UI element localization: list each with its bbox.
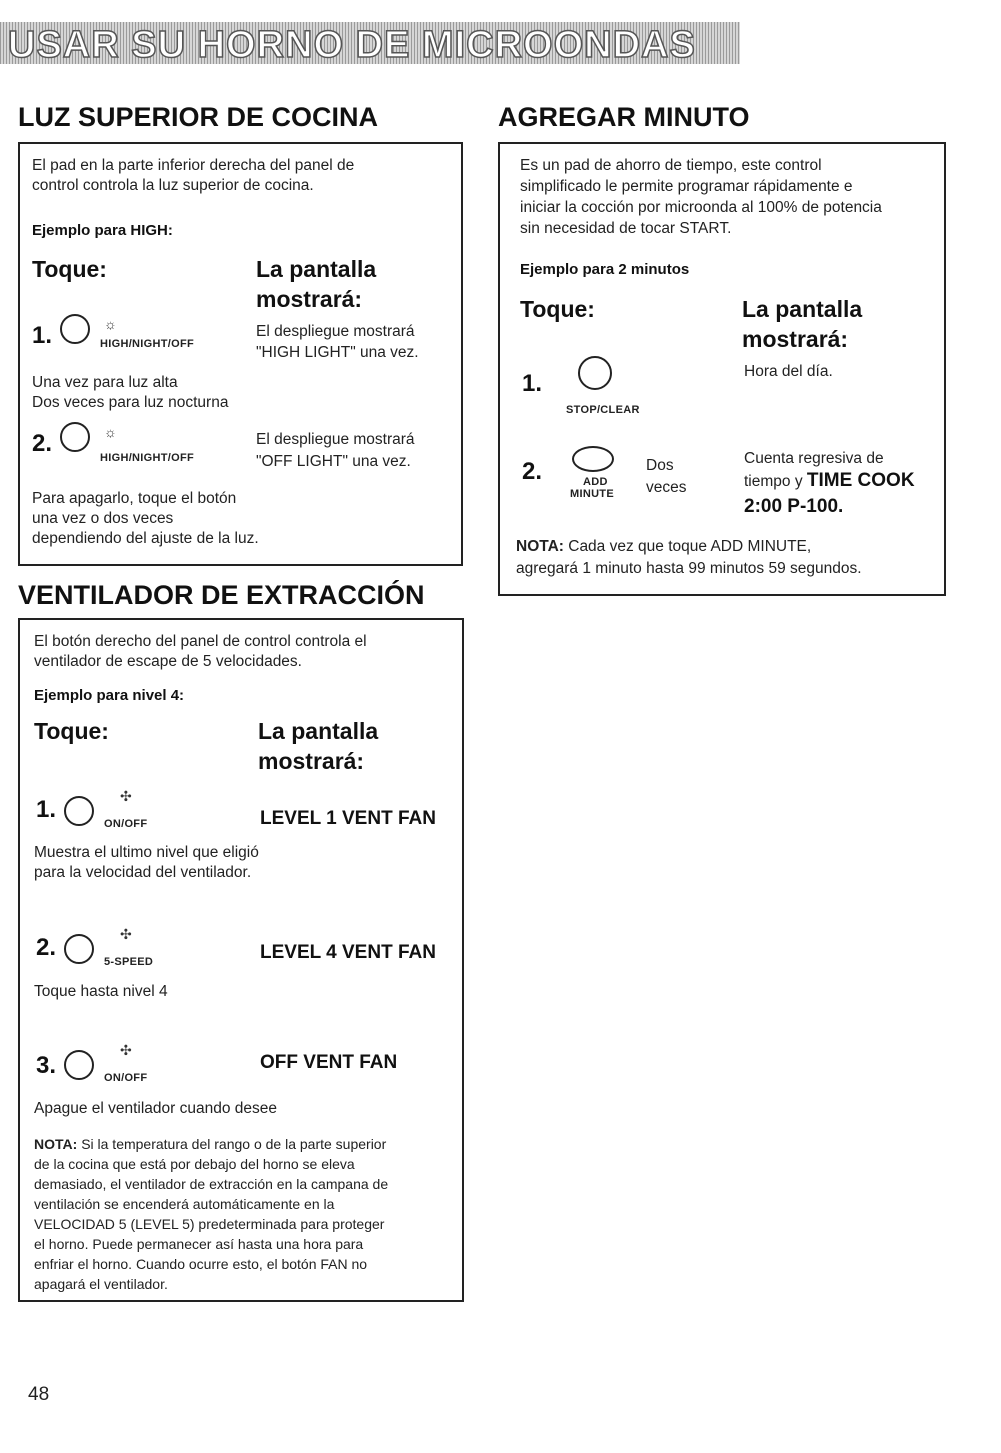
vent-intro-2: ventilador de escape de 5 velocidades. <box>34 653 302 670</box>
minuto-note-label: NOTA: <box>516 538 564 555</box>
luz-step2-number: 2. <box>32 430 53 457</box>
luz-light-pad-2[interactable] <box>60 422 90 452</box>
luz-intro-2: control controla la luz superior de cocina. <box>32 177 314 194</box>
vent-step3-result: OFF VENT FAN <box>260 1052 398 1073</box>
vent-fan-pad-1[interactable] <box>64 796 94 826</box>
vent-intro-1: El botón derecho del panel de control controla el <box>34 633 367 650</box>
luz-display-heading-1: La pantalla <box>256 256 377 282</box>
vent-step3-number: 3. <box>36 1052 57 1079</box>
vent-step2-key: 5-SPEED <box>104 956 154 968</box>
vent-step1-number: 1. <box>36 796 57 823</box>
vent-step3-key: ON/OFF <box>104 1072 148 1084</box>
light-icon: ☼ <box>104 316 117 332</box>
vent-step1-key: ON/OFF <box>104 818 148 830</box>
luz-title: LUZ SUPERIOR DE COCINA <box>18 102 379 132</box>
vent-display-heading-1: La pantalla <box>258 718 379 744</box>
minuto-note-2: agregará 1 minuto hasta 99 minutos 59 segundos. <box>516 560 862 577</box>
minuto-intro-2: simplificado le permite programar rápidamente e <box>520 178 853 195</box>
luz-touch-heading: Toque: <box>32 256 107 282</box>
vent-fan-pad-2[interactable] <box>64 934 94 964</box>
luz-footer-1: Para apagarlo, toque el botón <box>32 490 237 507</box>
vent-note <box>34 1134 454 1294</box>
vent-note-4: ventilación se encenderá automáticamente en la <box>34 1196 335 1212</box>
vent-step2-result: LEVEL 4 VENT FAN <box>260 942 436 963</box>
fan-icon: ✣ <box>120 1042 132 1058</box>
vent-note-7: enfriar el horno. Cuando ocurre esto, el botón FAN no <box>34 1256 368 1272</box>
minuto-intro-3: iniciar la cocción por microonda al 100% de potencia <box>520 199 882 216</box>
minuto-note-line-1 <box>516 537 811 557</box>
minuto-display-heading-2: mostrará: <box>742 326 849 352</box>
luz-step1-result-2: "HIGH LIGHT" una vez. <box>256 344 419 361</box>
minuto-step2-number: 2. <box>522 458 543 485</box>
vent-note-label: NOTA: <box>34 1136 78 1152</box>
minuto-step2-result-2-pre: tiempo y <box>744 473 807 490</box>
light-icon: ☼ <box>104 424 117 440</box>
vent-step2-desc: Toque hasta nivel 4 <box>34 983 168 1000</box>
vent-note-3: demasiado, el ventilador de extracción en la campana de <box>34 1176 389 1192</box>
minuto-step1-result: Hora del día. <box>744 363 833 380</box>
minuto-step2-result-1: Cuenta regresiva de <box>744 450 884 467</box>
add-minute-pad[interactable] <box>572 446 614 472</box>
minuto-step2-result-2 <box>744 470 915 492</box>
vent-fan-pad-3[interactable] <box>64 1050 94 1080</box>
vent-note-6: el horno. Puede permanecer así hasta una hora para <box>34 1236 364 1252</box>
page-number: 48 <box>28 1384 50 1405</box>
luz-step2-result-2: "OFF LIGHT" una vez. <box>256 453 411 470</box>
minuto-title: AGREGAR MINUTO <box>498 102 750 132</box>
vent-note-5: VELOCIDAD 5 (LEVEL 5) predeterminada para proteger <box>34 1216 385 1232</box>
vent-display-heading-2: mostrará: <box>258 748 365 774</box>
luz-footer-2: una vez o dos veces <box>32 510 174 527</box>
minuto-step2-result-3: 2:00 P-100. <box>744 496 844 517</box>
vent-note-2: de la cocina que está por debajo del horno se eleva <box>34 1156 355 1172</box>
vent-step3-desc: Apague el ventilador cuando desee <box>34 1100 278 1117</box>
luz-footer-3: dependiendo del ajuste de la luz. <box>32 530 259 547</box>
minuto-step2-result-2-bold: TIME COOK <box>806 470 915 491</box>
luz-step2-result-1: El despliegue mostrará <box>256 431 415 448</box>
luz-between-2: Dos veces para luz nocturna <box>32 394 229 411</box>
minuto-step2-key-top: ADD <box>583 476 608 488</box>
vent-note-8: apagará el ventilador. <box>34 1276 168 1292</box>
vent-step1-result: LEVEL 1 VENT FAN <box>260 808 436 829</box>
minuto-step2-key-bottom: MINUTE <box>570 488 614 500</box>
fan-icon: ✣ <box>120 788 132 804</box>
luz-between-1: Una vez para luz alta <box>32 374 178 391</box>
minuto-touch-heading: Toque: <box>520 296 595 322</box>
banner-title: USAR SU HORNO DE MICROONDAS <box>8 24 696 66</box>
luz-display-heading-2: mostrará: <box>256 286 363 312</box>
minuto-step1-key: STOP/CLEAR <box>566 404 640 416</box>
minuto-step2-times-1: Dos <box>646 457 674 474</box>
minuto-intro-4: sin necesidad de tocar START. <box>520 220 732 237</box>
fan-icon: ✣ <box>120 926 132 942</box>
vent-touch-heading: Toque: <box>34 718 109 744</box>
vent-note-1: Si la temperatura del rango o de la parte superior <box>81 1136 387 1152</box>
vent-example: Ejemplo para nivel 4: <box>34 687 185 704</box>
luz-light-pad-1[interactable] <box>60 314 90 344</box>
luz-intro-1: El pad en la parte inferior derecha del panel de <box>32 157 355 174</box>
minuto-intro-1: Es un pad de ahorro de tiempo, este control <box>520 157 822 174</box>
luz-step2-key: HIGH/NIGHT/OFF <box>100 452 195 464</box>
vent-step1-desc-2: para la velocidad del ventilador. <box>34 864 252 881</box>
minuto-example: Ejemplo para 2 minutos <box>520 261 690 278</box>
minuto-step2-times-2: veces <box>646 479 687 496</box>
vent-step2-number: 2. <box>36 934 57 961</box>
minuto-step1-number: 1. <box>522 370 543 397</box>
luz-step1-result-1: El despliegue mostrará <box>256 323 415 340</box>
luz-step1-key: HIGH/NIGHT/OFF <box>100 338 195 350</box>
vent-title: VENTILADOR DE EXTRACCIÓN <box>18 580 425 610</box>
minuto-note-1: Cada vez que toque ADD MINUTE, <box>563 538 812 555</box>
luz-example: Ejemplo para HIGH: <box>32 222 173 239</box>
luz-step1-number: 1. <box>32 322 53 349</box>
stop-clear-pad[interactable] <box>578 356 612 390</box>
minuto-display-heading-1: La pantalla <box>742 296 863 322</box>
vent-step1-desc-1: Muestra el ultimo nivel que eligió <box>34 844 259 861</box>
